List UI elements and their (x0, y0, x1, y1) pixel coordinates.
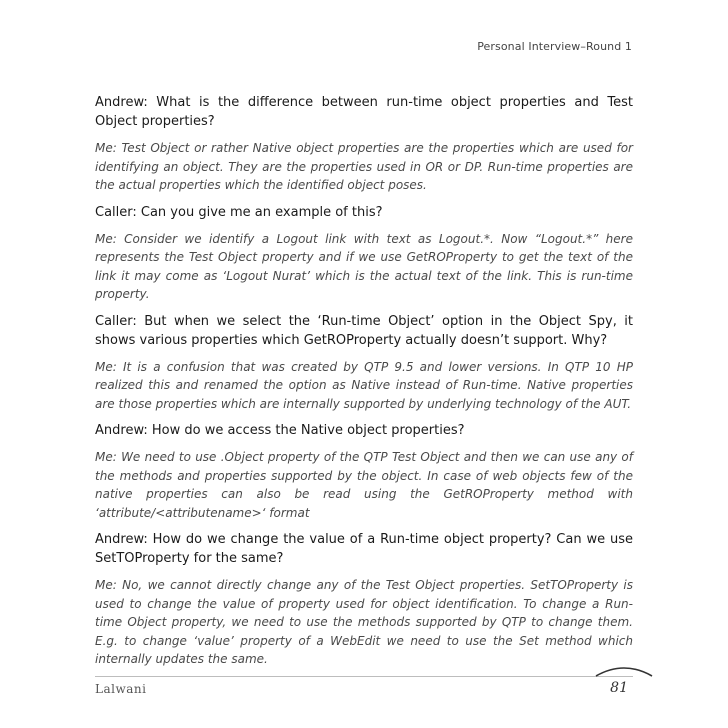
question-paragraph: Andrew: How do we access the Native object properties? (95, 423, 465, 438)
answer-paragraph: Me: No, we cannot directly change any of the Test Object properties. SetTOProperty is used to change the value of property used for object identification. To change a Run-time Object property, we need to use the methods supported by QTP to change them. E.g. to change ‘value’ property of a WebEdit we need to use the Set method which internally updates the same. (95, 578, 633, 666)
question-paragraph: Andrew: How do we change the value of a Run-time object property? Can we use SetTOProperty for the same? (95, 532, 633, 566)
answer-paragraph: Me: We need to use .Object property of the QTP Test Object and then we can use any of the methods and properties supported by the object. In case of web objects few of the native properties can also be read using the GetROProperty method with ‘attribute/<attributename>‘ format (95, 450, 633, 520)
answer-paragraph: Me: Consider we identify a Logout link with text as Logout.*. Now “Logout.*” here represents the Test Object property and if we use GetROProperty to get the text of the link it may come as ‘Logout Nurat’ which is the actual text of the link. This is run-time property. (95, 231, 633, 301)
interview-content (95, 93, 633, 677)
answer-paragraph: Me: Test Object or rather Native object properties are the properties which are used for identifying an object. They are the properties used in OR or DP. Run-time properties are the actual properties which the identified object poses. (95, 141, 633, 192)
question-paragraph: Caller: But when we select the ‘Run-time Object’ option in the Object Spy, it shows various properties which GetROProperty actually doesn’t support. Why? (95, 313, 633, 348)
answer-paragraph: Me: It is a confusion that was created by QTP 9.5 and lower versions. In QTP 10 HP realized this and renamed the option as Native instead of Run-time. Native properties are those properties which are internally supported by underlying technology of the AUT. (95, 359, 633, 411)
footer-rule (95, 676, 633, 677)
running-header: Personal Interview–Round 1 (477, 40, 632, 53)
question-paragraph: Andrew: What is the difference between run-time object properties and Test Object properties? (95, 95, 633, 129)
footer-arc-ornament (594, 662, 654, 678)
page-number: 81 (610, 680, 628, 696)
footer-author: Lalwani (95, 682, 147, 696)
question-paragraph: Caller: Can you give me an example of this? (95, 204, 383, 220)
